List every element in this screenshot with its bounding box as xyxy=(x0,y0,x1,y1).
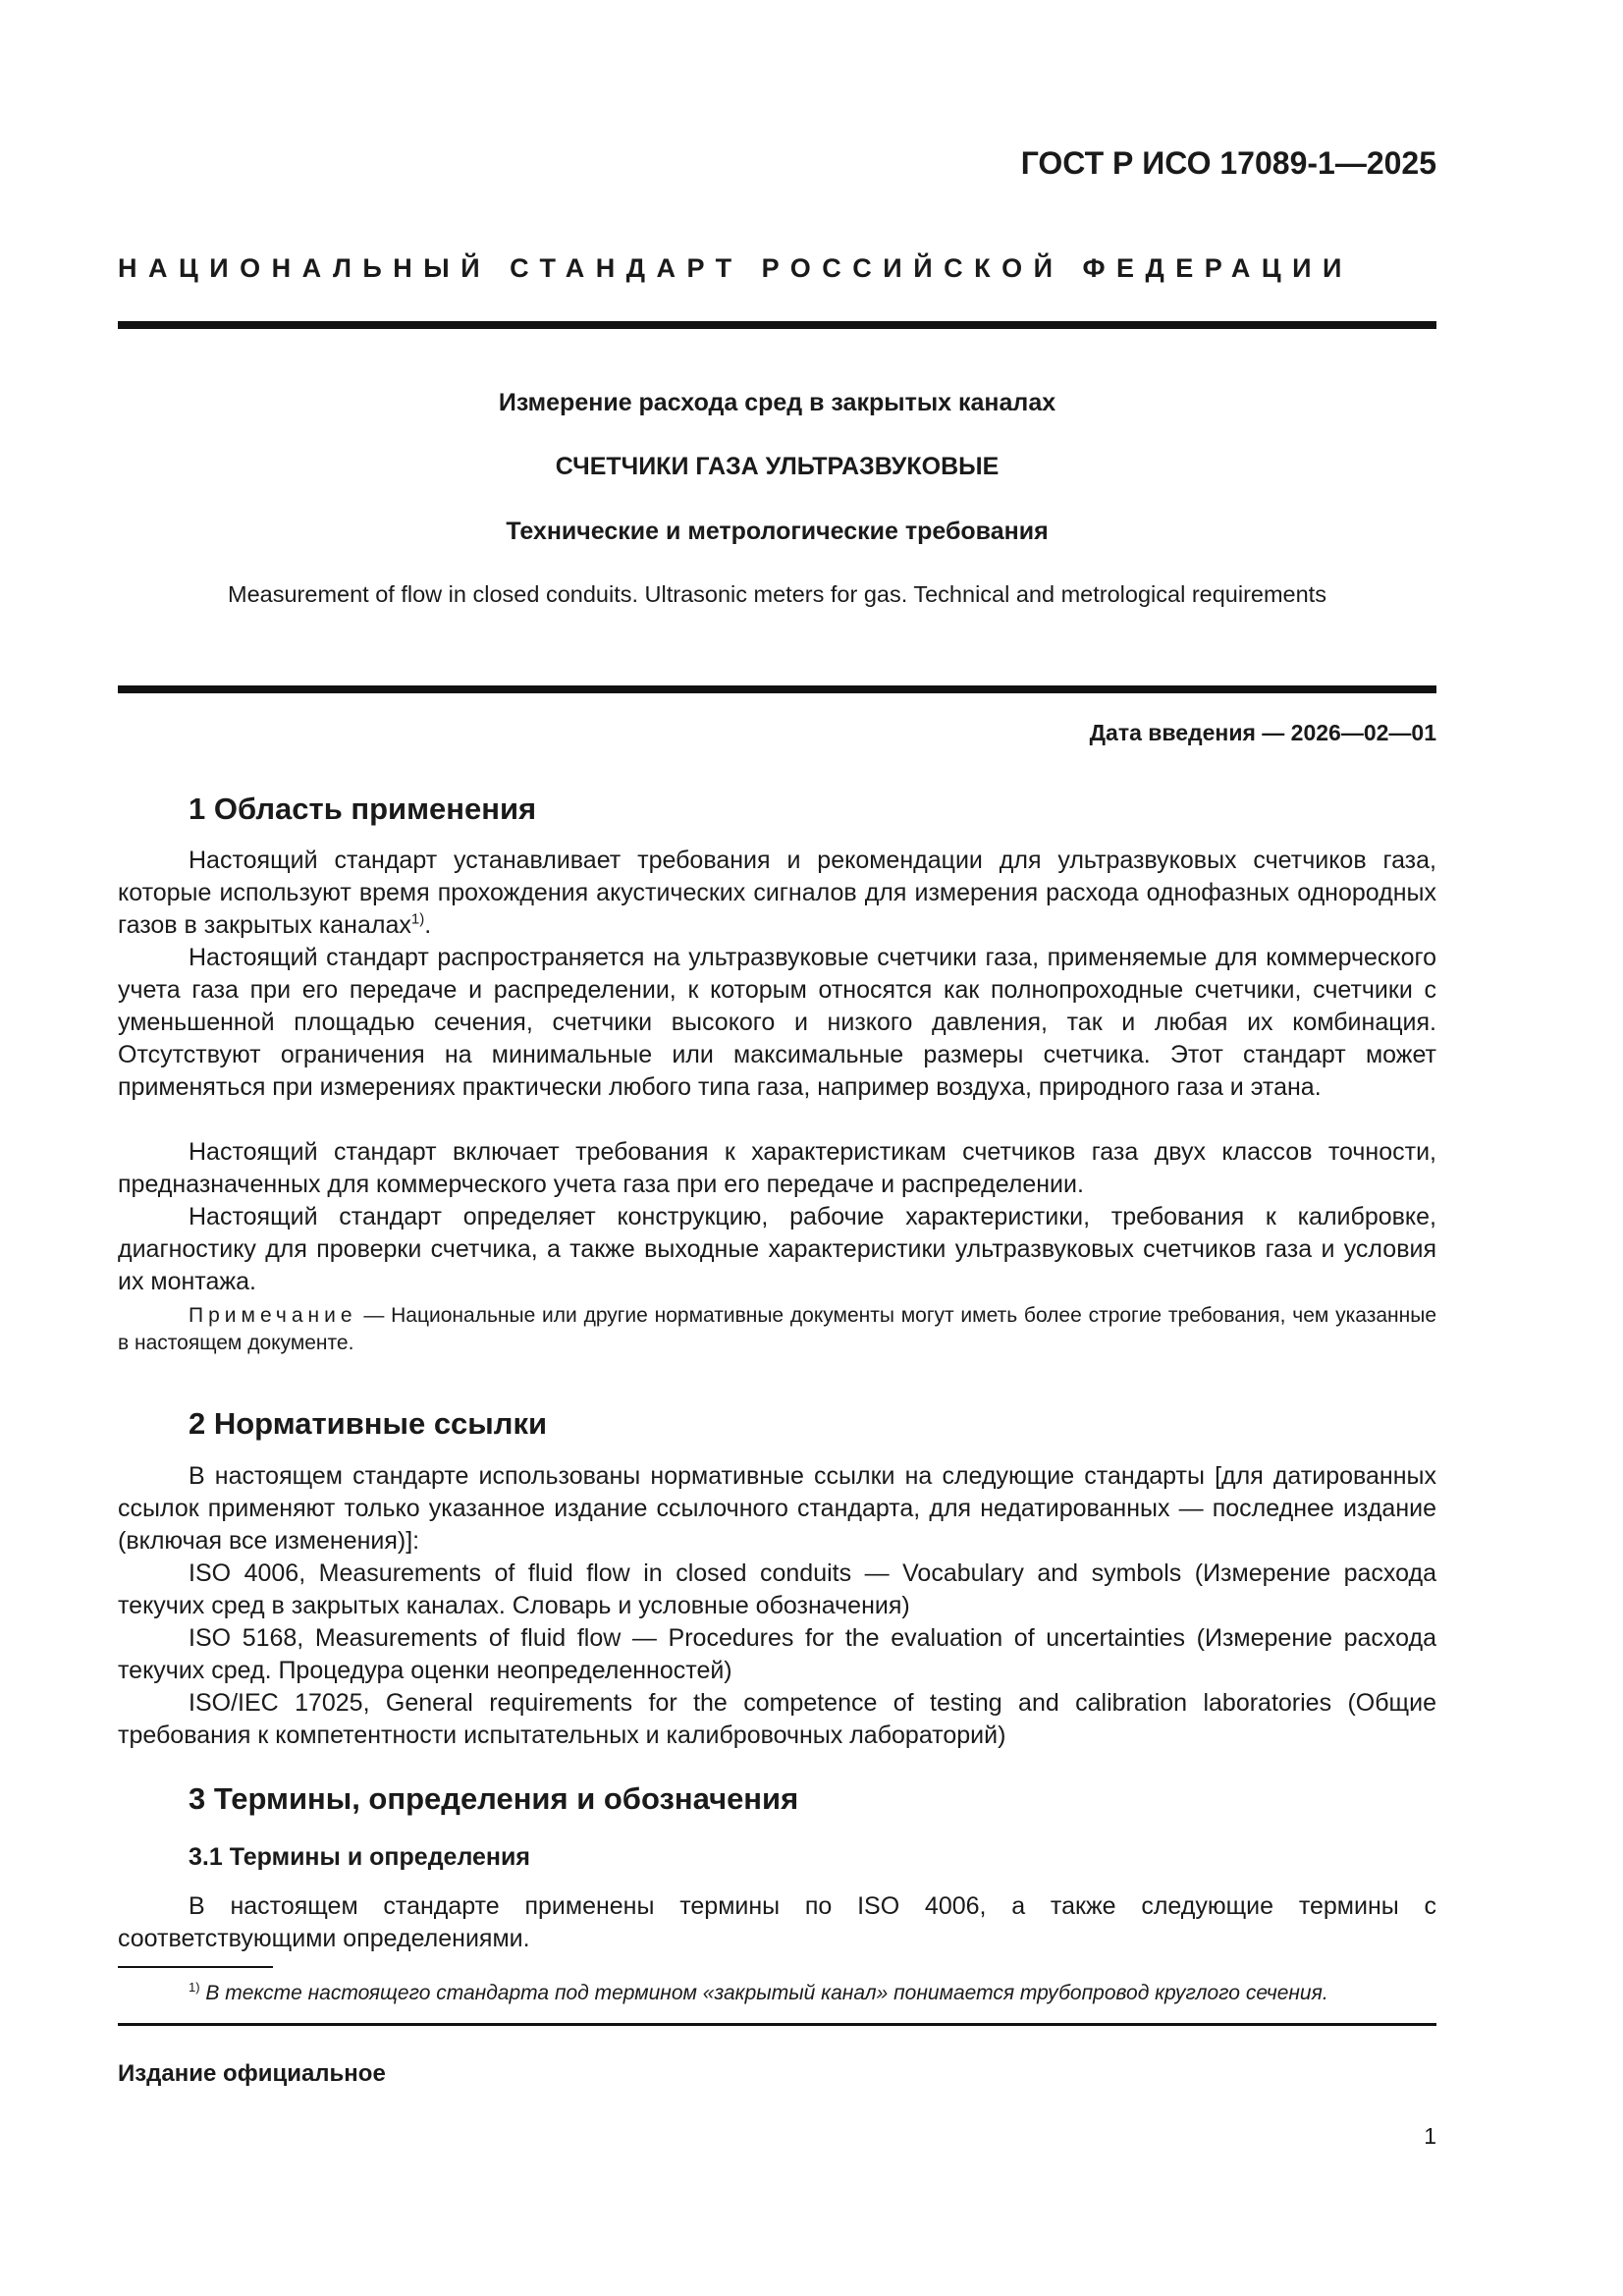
normative-reference-iso-4006: ISO 4006, Measurements of fluid flow in closed conduits — Vocabulary and symbols (Измерение расхода текучих сред в закрытых каналах. Словарь и условные обозначения) xyxy=(118,1559,1436,1619)
title-line-2: СЧЕТЧИКИ ГАЗА УЛЬТРАЗВУКОВЫЕ xyxy=(555,453,1000,480)
gost-number: ГОСТ Р ИСО 17089-1—2025 xyxy=(1020,145,1436,181)
note-label: Примечание xyxy=(189,1304,357,1327)
section-3-heading: 3 Термины, определения и обозначения xyxy=(189,1781,799,1816)
footnote-marker: 1) xyxy=(189,1980,200,1995)
footnote-rule xyxy=(118,1966,273,1968)
section-1-paragraph-3: Настоящий стандарт включает требования к характеристикам счетчиков газа двух классов точности, предназначенных для коммерческого учета газа при его передаче и распределении. xyxy=(118,1138,1436,1198)
section-3-1-heading: 3.1 Термины и определения xyxy=(189,1843,530,1871)
title-english: Measurement of flow in closed conduits. Ultrasonic meters for gas. Technical and metrological requirements xyxy=(228,581,1326,607)
section-1-paragraph-1 xyxy=(118,845,1436,942)
footnote-text: В тексте настоящего стандарта под термином «закрытый канал» понимается трубопровод круглого сечения. xyxy=(199,1982,1328,2004)
section-1-heading: 1 Область применения xyxy=(189,792,537,826)
section-1-paragraph-1-text: Настоящий стандарт устанавливает требования и рекомендации для ультразвуковых счетчиков газа, которые используют время прохождения акустических сигналов для измерения расхода однофазных однородных газов в закрытых каналах xyxy=(118,847,1436,939)
footnote xyxy=(118,1974,1436,2007)
normative-reference-iso-iec-17025: ISO/IEC 17025, General requirements for the competence of testing and calibration laboratories (Общие требования к компетентности испытательных и калибровочных лабораторий) xyxy=(118,1689,1436,1749)
section-1-paragraph-2: Настоящий стандарт распространяется на ультразвуковые счетчики газа, применяемые для коммерческого учета газа при его передаче и распределении, к которым относятся как полнопроходные счетчики, счетчики с уменьшенной площадью сечения, счетчики высокого и низкого давления, так и любая их комбинация. Отсутствуют ограничения на минимальные или максимальные размеры счетчика. Этот стандарт может применяться при измерениях практически любого типа газа, например воздуха, природного газа и этана. xyxy=(118,944,1436,1101)
official-edition-label: Издание официальное xyxy=(118,2060,386,2087)
header-rule xyxy=(118,321,1436,329)
footer-rule xyxy=(118,2023,1436,2026)
introduction-date: Дата введения — 2026—02—01 xyxy=(1089,720,1436,745)
section-1-paragraph-4: Настоящий стандарт определяет конструкцию, рабочие характеристики, требования к калибровке, диагностику для проверки счетчика, а также выходные характеристики ультразвуковых счетчиков газа и условия их монтажа. xyxy=(118,1203,1436,1295)
title-line-1: Измерение расхода сред в закрытых каналах xyxy=(498,389,1056,416)
normative-reference-iso-5168: ISO 5168, Measurements of fluid flow — Procedures for the evaluation of uncertainties (Измерение расхода текучих сред. Процедура оценки неопределенностей) xyxy=(118,1624,1436,1684)
section-3-paragraph-1: В настоящем стандарте применены термины по ISO 4006, а также следующие термины с соответствующими определениями. xyxy=(118,1892,1436,1952)
section-1-note xyxy=(118,1302,1436,1357)
footnote-reference: 1) xyxy=(410,910,425,928)
section-1-paragraph-1-end: . xyxy=(424,911,432,939)
section-2-heading: 2 Нормативные ссылки xyxy=(189,1406,548,1441)
section-2-paragraph-1: В настоящем стандарте использованы нормативные ссылки на следующие стандарты [для датированных ссылок применяют только указанное издание ссылочного стандарта, для недатированных — последнее издание (включая все изменения)]: xyxy=(118,1462,1436,1555)
note-text: — Национальные или другие нормативные документы могут иметь более строгие требования, чем указанные в настоящем документе. xyxy=(118,1304,1436,1354)
national-standard-title: НАЦИОНАЛЬНЫЙ СТАНДАРТ РОССИЙСКОЙ ФЕДЕРАЦИИ xyxy=(118,253,1353,283)
title-line-3: Технические и метрологические требования xyxy=(506,518,1049,545)
page-number: 1 xyxy=(1424,2123,1436,2149)
title-rule xyxy=(118,685,1436,693)
